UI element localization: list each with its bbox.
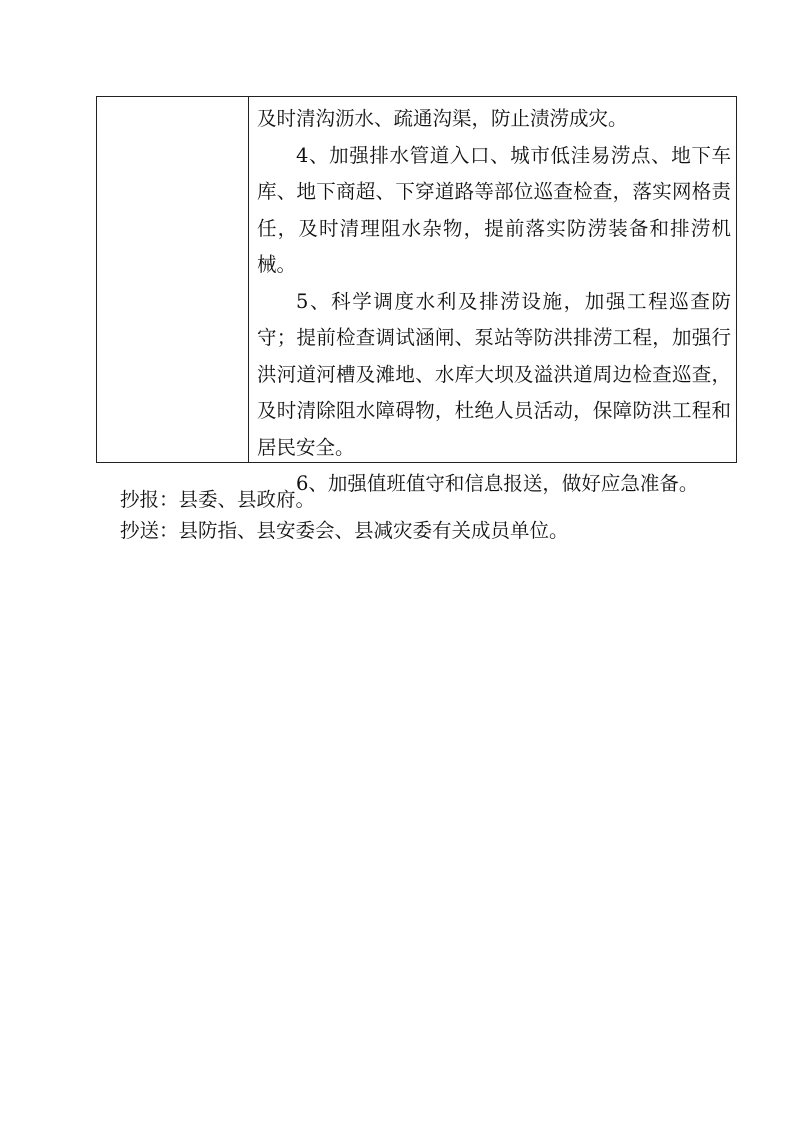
measure-item-4: 4、加强排水管道入口、城市低洼易涝点、地下车库、地下商超、下穿道路等部位巡查检查，落实网格责任，及时清理阻水杂物，提前落实防涝装备和排涝机械。 (257, 143, 731, 276)
report-to-line: 抄报：县委、县政府。 (120, 488, 316, 511)
table-column-divider (248, 97, 249, 462)
measures-cell (257, 101, 731, 503)
measures-table (96, 96, 737, 495)
copy-to-line: 抄送：县防指、县安委会、县减灾委有关成员单位。 (120, 519, 569, 542)
distribution-block (120, 484, 569, 546)
measure-item-6: 6、加强值班值守和信息报送，做好应急准备。 (296, 472, 699, 495)
measure-continuation: 及时清沟沥水、疏通沟渠，防止渍涝成灾。 (257, 107, 628, 130)
measure-item-5: 5、科学调度水利及排涝设施，加强工程巡查防守；提前检查调试涵闸、泵站等防洪排涝工程，加强行洪河道河槽及滩地、水库大坝及溢洪道周边检查巡查，及时清除阻水障碍物，杜绝人员活动，保障防洪工程和居民安全。 (257, 289, 731, 459)
